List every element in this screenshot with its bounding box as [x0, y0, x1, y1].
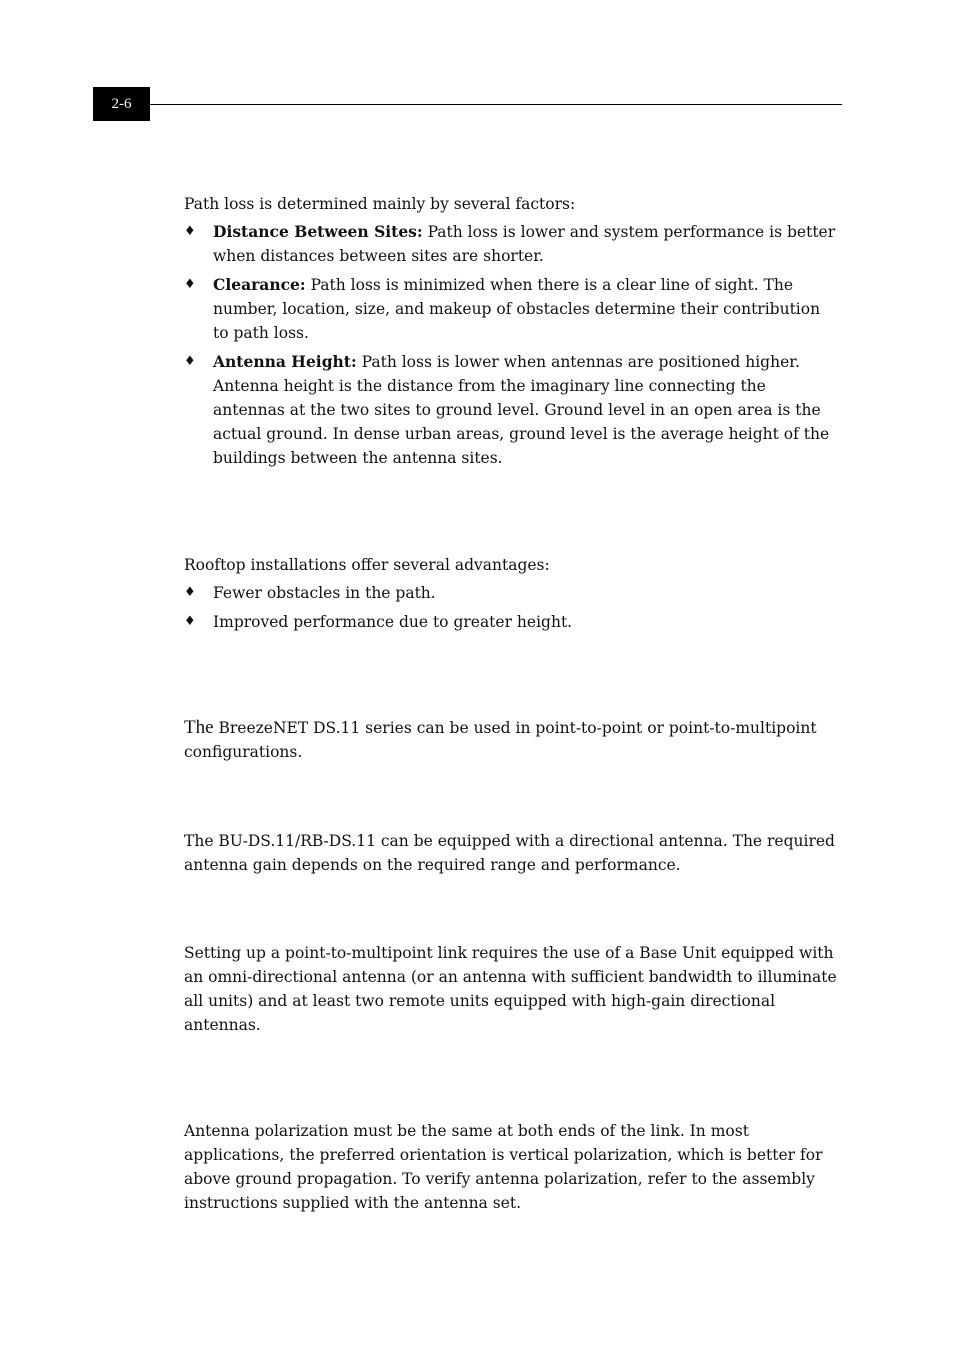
list-item-term: Clearance: [213, 275, 306, 294]
page-number-badge [93, 87, 150, 121]
list-item-term: Distance Between Sites: [213, 222, 423, 241]
list-item [184, 581, 839, 605]
list-item-text: Path loss is lower and system performance is better when distances between sites are shorter. [213, 223, 836, 265]
point-to-multipoint-paragraph: Setting up a point-to-multipoint link requires the use of a Base Unit equipped with an omni-directional antenna (or an antenna with sufficient bandwidth to illuminate all units) and at least two remote units equipped with high-gain directional antennas. [184, 944, 837, 1034]
polarization-section [184, 1119, 839, 1215]
list-item-text: Path loss is minimized when there is a clear line of sight. The number, location, size, and makeup of obstacles determine their contribution to path loss. [213, 276, 821, 342]
list-item [184, 350, 839, 470]
list-item-text: Fewer obstacles in the path. [213, 584, 436, 602]
path-loss-list [184, 220, 839, 470]
point-to-point-paragraph: The BU-DS.11/RB-DS.11 can be equipped with a directional antenna. The required antenna gain depends on the required range and performance. [184, 832, 835, 874]
diamond-bullet-icon: ♦ [184, 354, 196, 369]
lead-word: The [184, 717, 214, 738]
header-rule [150, 104, 842, 105]
configurations-paragraph [184, 716, 839, 764]
list-item [184, 610, 839, 634]
diamond-bullet-icon: ♦ [184, 585, 196, 600]
configurations-text: BreezeNET DS.11 series can be used in point-to-point or point-to-multipoint configurations. [184, 719, 817, 761]
list-item-text: Improved performance due to greater height. [213, 613, 573, 631]
list-item-text: Path loss is lower when antennas are positioned higher. Antenna height is the distance from the imaginary line connecting the antennas at the two sites to ground level. Ground level in an open area is the actual ground. In dense urban areas, ground level is the average height of the buildings between the antenna sites. [213, 353, 830, 467]
path-loss-section [184, 192, 839, 475]
list-item [184, 220, 839, 268]
list-item [184, 273, 839, 345]
list-item-term: Antenna Height: [213, 352, 357, 371]
page-number: 2-6 [111, 96, 132, 112]
diamond-bullet-icon: ♦ [184, 614, 196, 629]
point-to-point-section [184, 829, 839, 877]
polarization-paragraph: Antenna polarization must be the same at both ends of the link. In most applications, the preferred orientation is vertical polarization, which is better for above ground propagation. To verify antenna polarization, refer to the assembly instructions supplied with the antenna set. [184, 1122, 823, 1212]
rooftop-list [184, 581, 839, 634]
point-to-multipoint-section [184, 941, 839, 1037]
configurations-section [184, 716, 839, 764]
rooftop-intro: Rooftop installations offer several advantages: [184, 556, 550, 574]
rooftop-section [184, 553, 839, 639]
path-loss-intro: Path loss is determined mainly by several factors: [184, 195, 576, 213]
diamond-bullet-icon: ♦ [184, 224, 196, 239]
diamond-bullet-icon: ♦ [184, 277, 196, 292]
